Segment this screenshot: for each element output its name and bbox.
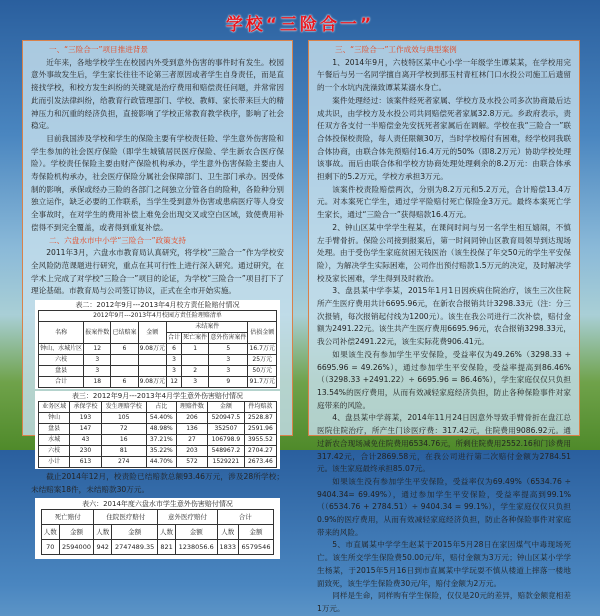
table-cell: 72	[101, 424, 146, 435]
left-panel	[22, 40, 293, 552]
table-cell: 3	[209, 366, 248, 377]
table-cell: 2594000	[59, 540, 94, 555]
table-cell: 43	[70, 435, 101, 446]
th: 业务区域	[39, 402, 70, 413]
table-cell: 50万元	[248, 366, 277, 377]
table-cell: 小计	[39, 457, 70, 468]
table-cell: 6579546	[238, 540, 273, 555]
table-cell: 1833	[217, 540, 238, 555]
table-cell: 942	[94, 540, 112, 555]
table-cell: 3	[167, 355, 182, 366]
table-row	[39, 377, 277, 388]
table-cell: 230	[70, 446, 101, 457]
section-heading-background: 一、“三险合一”项目推进背景	[49, 45, 148, 54]
table-cell: 35.22%	[146, 446, 176, 457]
table-cell	[182, 355, 209, 366]
table-cell: 9.08万元	[138, 377, 167, 388]
section-heading-cases: 三、“三险合一”工作成效与典型案例	[335, 45, 457, 54]
table6-box	[35, 498, 280, 559]
table-cell: 2591.96	[244, 424, 276, 435]
table-cell: 3955.52	[244, 435, 276, 446]
table-cell: 9.08万元	[138, 344, 167, 355]
table-cell: 1238056.6	[175, 540, 217, 555]
table-row	[39, 355, 277, 366]
table-cell: 352507	[208, 424, 245, 435]
table-cell: 37.21%	[146, 435, 176, 446]
table-cell: 12	[167, 377, 182, 388]
table-cell: 274	[101, 457, 146, 468]
paragraph: 4、盘县某中学蒋某，2014年11月24日因意外导致手臂骨折在盘江总医院住院治疗，所产生门诊医疗费：317.42元，住院费用9086.92元。通过新农合现场减免住院费用6534.76元，所剩住院费用2552.16和门诊费用317.42元，合计2869.58元，在我公司进行第二次赔付金额为2784.51元。该生家庭最终承担85.07元。	[317, 413, 571, 474]
table-cell: 147	[70, 424, 101, 435]
paragraph: 3、盘县某中学李某，2015年1月1日因疾病住院治疗，该生三次住院所产生医疗费用共计6695.96元，在新农合报销共计3298.33元（注：分三次报销，每次报销起付线为1200元）。该生在我公司进行二次补偿，赔付金额为2491.22元。该生共产生医疗费用6695.96元，农合报销3298.33元，我公司补偿2491.22元，该生实际花费906.41元。	[317, 286, 571, 347]
th: 未结案件	[167, 322, 248, 333]
table-cell: 54.40%	[146, 413, 176, 424]
table-cell: 盘县	[39, 424, 70, 435]
table-cell: 1	[182, 344, 209, 355]
table-cell: 2673.46	[244, 457, 276, 468]
table-cell: 5	[209, 344, 248, 355]
th: 金额	[112, 525, 158, 540]
th: 占比	[146, 402, 176, 413]
th: 死亡案件	[182, 333, 209, 344]
table-cell: 1529221	[208, 457, 245, 468]
table-cell: 六枝	[39, 446, 70, 457]
th: 金额	[175, 525, 217, 540]
table-cell: 12	[84, 344, 111, 355]
paragraph: 2011年3月，六盘水市教育局认真研究，将学校“三险合一”作为学校安全风险防范课题进行研究，重点在其可行性上进行深入研究。通过研究，在学术上完成了对学校“三险合一”项目的论证，为学校“三险合一”项目打下了理论基础。市教育局与公司签订协议，正式在全市开始实施。	[31, 248, 284, 296]
th: 承保学校	[70, 402, 101, 413]
table-cell: 16.7万元	[248, 344, 277, 355]
table2-title: 表二：2012年9月---2013年4月校方责任险赔付情况	[38, 301, 277, 310]
table-cell: 572	[176, 457, 207, 468]
paragraph: 该案件校责险赔偿两次，分别为8.2万元和5.2万元，合计赔偿13.4万元。对本案死亡学生，通过学平险赔付死亡保险金3万元。最终本案死亡学生家长，通过“三险合一”获得赔款16.4万元。	[317, 184, 571, 220]
paragraph: 2、钟山区某中学学生程某，在课间时间与另一名学生相互嬉闹，不慎左手臂骨折。保险公司接到报案后，第一时间同钟山区教育局领导到达现场处理。由于受伤学生家庭贫困无钱医治（该生投保了年交50元的学生平安保险），为解决学生实际困难，公司作出预付赔款1.5万元的决定，及时解决学校及家长困难，学生得到及时救治。	[317, 222, 571, 283]
th: 名称	[39, 322, 84, 344]
table-cell: 136	[176, 424, 207, 435]
th: 人数	[42, 525, 60, 540]
table-cell: 18	[84, 377, 111, 388]
table-row	[39, 344, 277, 355]
table-cell: 3	[84, 366, 111, 377]
table-cell: 9	[209, 377, 248, 388]
section-heading-policy: 二、六盘水市中小学“三险合一”政策支持	[49, 235, 186, 245]
table-row	[39, 446, 277, 457]
paragraph: 案件处理经过：该案件经死者家属、学校方及水投公司多次协商最后达成共识，由学校方及水投公司共同赔偿死者家属32.8万元。乡政府表示，责任双方各支付一半赔偿金先安抚死者家属后在调解。学校在我“三险合一”联合体投保校责险，每人责任限额30万，当时学校赔付有困难，经学校同我联合体协商，由联合体先预赔付16.4万元的50%（即8.2万元）协助学校处理该事故。而后由联合体和学校方协商处理处理剩余的8.2万元：由联合体承担剩下的5.2万元，学校方承担3万元。	[317, 95, 571, 182]
th: 合计	[217, 510, 273, 525]
table-cell: 六枝	[39, 355, 84, 366]
paragraph: 5、市直属某中学学生赵某于2015年5月28日在家因煤气中毒现场死亡。该生所交学生保险费50.00元/年，赔付金额为3万元；钟山区某小学学生杨某，于2015年5月16日到市直属某中学玩耍不慎从楼道上摔落一楼地面致死，该生学生保险费30元/年，赔付金额为2万元。	[317, 540, 571, 588]
th: 金额	[138, 322, 167, 344]
table-cell: 2704.27	[244, 446, 276, 457]
th: 发生理赔学校	[101, 402, 146, 413]
table-cell: 盘县	[39, 366, 84, 377]
table-row	[39, 413, 277, 424]
th: 人数	[94, 525, 112, 540]
th: 住院医疗赔付	[94, 510, 158, 525]
th: 估损金额	[248, 322, 277, 344]
table-cell: 合计	[39, 377, 84, 388]
table-cell: 2528.87	[244, 413, 276, 424]
paragraph: 同样是生命，同样购有学生保险，仅仅是20元的差异，赔款金额竟相差1万元。	[317, 591, 571, 613]
table-cell: 3	[182, 377, 209, 388]
table-cell: 193	[70, 413, 101, 424]
table3-title: 表三：2012年9月---2013年4月学生意外伤害赔付情况	[38, 392, 277, 401]
table-cell: 3	[84, 355, 111, 366]
table-cell: 16	[101, 435, 146, 446]
table-cell	[111, 355, 138, 366]
paragraph: 截止2014年12月，校责险已结赔款总额93.46万元，涉及28所学校；未结赔案18件，未结赔款30万元。	[31, 472, 284, 494]
table-row	[39, 435, 277, 446]
th: 金额	[208, 402, 245, 413]
right-panel	[308, 40, 580, 613]
table-cell: 2747489.35	[112, 540, 158, 555]
table3	[38, 401, 277, 468]
paragraph: 近年来，各地学校学生在校园内外受到意外伤害的事件时有发生。校园意外事故发生后，学生家长往往不论第三者原因或者学生自身责任，而是直接找学校，和校方发生纠纷的关键就是治疗费用和赔偿责任问题，并常常因此而引发法律纠纷，给教育行政管理部门、学校、教师、家长带来巨大的精神压力和沉重的经济负担，直接影响了学校正常教育教学秩序，影响了社会稳定。	[31, 57, 284, 131]
table-row	[39, 366, 277, 377]
table-cell: 203	[176, 446, 207, 457]
table6-title: 表六：2014年度六盘水市学生意外伤害赔付情况	[41, 500, 274, 509]
table-cell: 520947.5	[208, 413, 245, 424]
table-cell: 613	[70, 457, 101, 468]
table-cell: 钟山、水城片区	[39, 344, 84, 355]
table-cell: 70	[42, 540, 60, 555]
th: 理赔件数	[176, 402, 207, 413]
table-cell: 91.7万元	[248, 377, 277, 388]
th: 金额	[59, 525, 94, 540]
table-cell: 6	[111, 344, 138, 355]
page-title: 学校“三险合一”	[225, 15, 375, 35]
paragraph: 如果该生没有参加学生平安保险，受益率仅为69.49%（6534.76 ÷ 9404.34= 69.49%），通过参加学生平安保险，受益率提高到99.1%（（6534.76 + 2784.51）÷ 9404.34 = 99.1%），学生家庭仅仅只负担0.9%的医疗费用，从而有效减轻家庭经济负担，防止各种保险事件对家庭带来的风险。	[317, 476, 571, 537]
table-row	[39, 457, 277, 468]
th: 人数	[217, 525, 238, 540]
table-cell: 钟山	[39, 413, 70, 424]
table-cell: 27	[176, 435, 207, 446]
th: 死亡赔付	[42, 510, 94, 525]
table-cell: 81	[101, 446, 146, 457]
table2-subtitle: 2012年9月---2013年4月校园方责任险理赔清单	[39, 311, 277, 322]
th: 件均赔款	[244, 402, 276, 413]
paragraph: 1、2014年9月，六枝特区某中心小学一年级学生谭某某，在学校用完午餐后与另一名同学擅自离开学校到那玉村青杠林门口水投公司施工后遗留的一个水坑内洗澡致谭某某溺水身亡。	[317, 57, 571, 93]
th: 已结赔案	[111, 322, 138, 344]
th: 意外医疗赔付	[158, 510, 217, 525]
table3-box	[35, 391, 280, 469]
table-cell: 105	[101, 413, 146, 424]
table-cell	[138, 366, 167, 377]
table-cell: 44.70%	[146, 457, 176, 468]
table-cell: 48.98%	[146, 424, 176, 435]
table-cell	[111, 366, 138, 377]
th: 报案件数	[84, 322, 111, 344]
table-cell: 3	[167, 366, 182, 377]
table-cell: 水城	[39, 435, 70, 446]
table-cell: 821	[158, 540, 176, 555]
table-cell: 3	[209, 355, 248, 366]
table-cell: 6	[111, 377, 138, 388]
table-row	[39, 424, 277, 435]
table-cell: 6	[167, 344, 182, 355]
table-cell: 106798.9	[208, 435, 245, 446]
th: 意外伤害案件	[209, 333, 248, 344]
table-cell: 2	[182, 366, 209, 377]
table-cell: 548967.2	[208, 446, 245, 457]
table2-box	[35, 300, 280, 389]
th: 人数	[158, 525, 176, 540]
th: 金额	[238, 525, 273, 540]
paragraph: 目前我国涉及学校和学生的保险主要有学校责任险、学生意外伤害险和学生参加的社会医疗保险（即学生城镇居民医疗保险、学生新农合医疗保险）。学校责任保险主要由财产保险机构承办，学生意外伤害保险主要由人寿保险机构承办，社会医疗保险分属社会保障部门、卫生部门承办。因受体制的影响，承保或经办三险的各部门之间独立分管各自的险种，各险种分别独立运作，缺乏必要的工作联系，当学生受到意外伤害或患病医疗等人身安全事故时，在对学生的费用补偿上难免会出现交叉或空白区域，致使费用补偿得不到完全覆盖，或者得到重复补偿。	[31, 133, 284, 232]
table-cell	[138, 355, 167, 366]
paragraph: 如果该生没有参加学生平安保险，受益率仅为49.26%（3298.33 ÷ 6695.96 = 49.26%），通过参加学生平安保险，受益率提高到86.46%（（3298.33 +2491.22）÷ 6695.96 = 86.46%），学生家庭仅仅只负担13.54%的医疗费用，从而有效减轻家庭经济负担，防止各种保险事件对家庭带来的风险。	[317, 349, 571, 410]
table2	[38, 310, 277, 388]
table-cell: 206	[176, 413, 207, 424]
table-cell: 25万元	[248, 355, 277, 366]
th: 合计	[167, 333, 182, 344]
table6	[41, 509, 274, 555]
